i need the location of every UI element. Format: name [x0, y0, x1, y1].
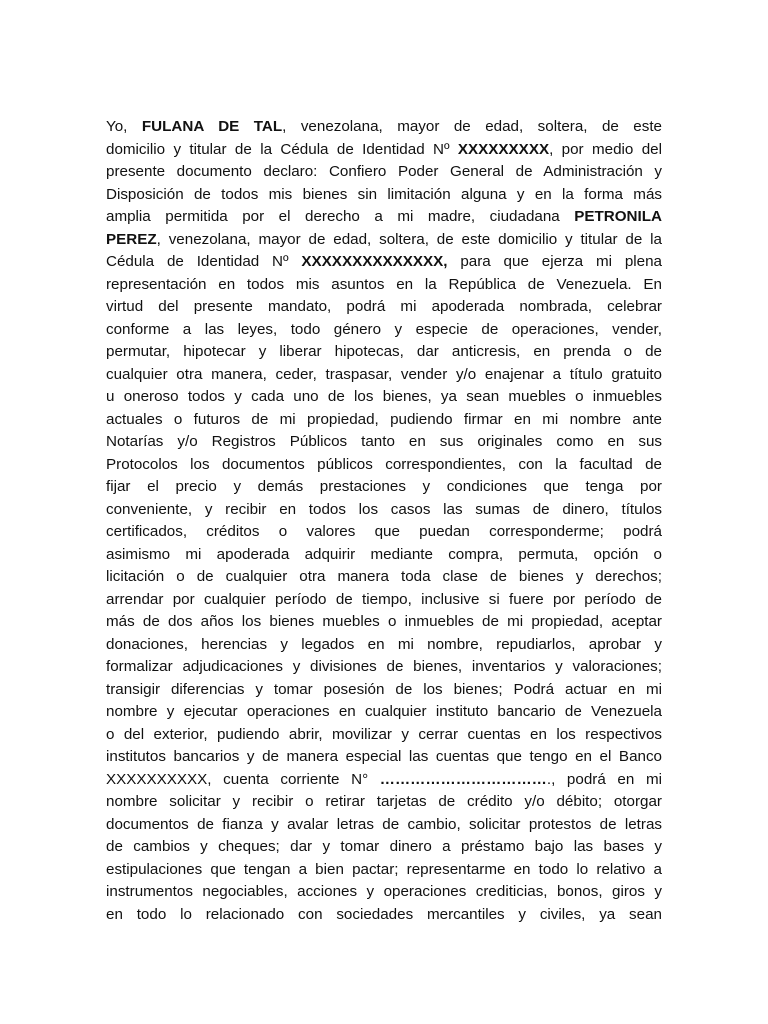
- text-segment: , venezolana, mayor de edad, soltera, de este domicilio y titular de la: [156, 230, 662, 248]
- text-segment: Notarías y/o Registros Públicos tanto en sus originales como en sus: [106, 433, 662, 450]
- text-segment: presente documento declaro: Confiero Poder General de Administración y: [106, 163, 662, 180]
- document-line: [106, 499, 662, 522]
- text-segment: permutar, hipotecar y liberar hipotecas, dar anticresis, en prenda o de: [106, 343, 662, 360]
- text-segment: arrendar por cualquier período de tiempo, inclusive si fuere por período de: [106, 590, 662, 608]
- document-line: [106, 409, 662, 432]
- bold-text-segment: PETRONILA: [574, 208, 662, 225]
- document-line: [106, 701, 662, 724]
- text-segment: Yo,: [106, 118, 142, 135]
- document-line: [106, 139, 662, 162]
- document-line: [106, 589, 662, 612]
- document-line: [106, 634, 662, 657]
- text-segment: nombre y ejecutar operaciones en cualquier instituto bancario de Venezuela: [106, 703, 662, 720]
- text-segment: donaciones, herencias y legados en mi nombre, repudiarlos, aprobar y: [106, 635, 662, 653]
- text-segment: transigir diferencias y tomar posesión de los bienes; Podrá actuar en mi: [106, 680, 662, 698]
- text-segment: asimismo mi apoderada adquirir mediante compra, permuta, opción o: [106, 545, 662, 563]
- text-segment: de cambios y cheques; dar y tomar dinero a préstamo bajo las bases y: [106, 838, 662, 855]
- document-line: [106, 184, 662, 207]
- document-line: [106, 116, 662, 139]
- document-line: [106, 274, 662, 297]
- text-segment: virtud del presente mandato, podrá mi apoderada nombrada, celebrar: [106, 298, 662, 315]
- document-line: [106, 454, 662, 477]
- text-segment: fijar el precio y demás prestaciones y condiciones que tenga por: [106, 478, 662, 495]
- document-line: [106, 859, 662, 882]
- document-line: [106, 364, 662, 387]
- document-line: [106, 476, 662, 499]
- document-body: [106, 116, 662, 926]
- text-segment: amplia permitida por el derecho a mi madre, ciudadana: [106, 208, 575, 225]
- document-line: [106, 814, 662, 837]
- text-segment: formalizar adjudicaciones y divisiones de bienes, inventarios y valoraciones;: [106, 658, 662, 675]
- text-segment: cualquier otra manera, ceder, traspasar, vender y/o enajenar a título gratuito: [106, 365, 662, 383]
- text-segment: Disposición de todos mis bienes sin limitación alguna y en la forma más: [106, 185, 662, 203]
- text-segment: Protocolos los documentos públicos correspondientes, con la facultad de: [106, 455, 662, 473]
- bold-text-segment: PEREZ: [106, 230, 157, 248]
- bold-text-segment: ……………………………: [379, 770, 547, 788]
- text-segment: nombre solicitar y recibir o retirar tarjetas de crédito y/o débito; otorgar: [106, 793, 662, 810]
- text-segment: , venezolana, mayor de edad, soltera, de este: [282, 118, 663, 135]
- document-line: [106, 319, 662, 342]
- document-line: [106, 746, 662, 769]
- text-segment: documentos de fianza y avalar letras de cambio, solicitar protestos de letras: [106, 815, 662, 833]
- text-segment: instrumentos negociables, acciones y operaciones crediticias, bonos, giros y: [106, 883, 662, 900]
- document-line: [106, 251, 662, 274]
- text-segment: u oneroso todos y cada uno de los bienes, ya sean muebles o inmuebles: [106, 388, 662, 405]
- text-segment: estipulaciones que tengan a bien pactar; representarme en todo lo relativo a: [106, 860, 662, 878]
- text-segment: Cédula de Identidad Nº: [106, 253, 302, 270]
- document-line: [106, 611, 662, 634]
- text-segment: conveniente, y recibir en todos los casos las sumas de dinero, títulos: [106, 500, 662, 518]
- text-segment: licitación o de cualquier otra manera toda clase de bienes y derechos;: [106, 568, 662, 585]
- text-segment: actuales o futuros de mi propiedad, pudiendo firmar en mi nombre ante: [106, 410, 662, 428]
- document-line: [106, 341, 662, 364]
- text-segment: conforme a las leyes, todo género y especie de operaciones, vender,: [106, 320, 662, 338]
- text-segment: representación en todos mis asuntos en la República de Venezuela. En: [106, 275, 662, 293]
- document-line: [106, 904, 662, 927]
- document-line: [106, 296, 662, 319]
- text-segment: institutos bancarios y de manera especial las cuentas que tengo en el Banco: [106, 748, 662, 765]
- document-line: [106, 881, 662, 904]
- bold-text-segment: XXXXXXXXX: [457, 140, 550, 158]
- document-line: [106, 724, 662, 747]
- document-line: [106, 161, 662, 184]
- text-segment: más de dos años los bienes muebles o inmuebles de mi propiedad, aceptar: [106, 613, 662, 630]
- text-segment: en todo lo relacionado con sociedades mercantiles y civiles, ya sean: [106, 905, 662, 923]
- document-line: [106, 431, 662, 454]
- bold-text-segment: FULANA DE TAL: [141, 118, 283, 135]
- document-line: [106, 386, 662, 409]
- bold-text-segment: XXXXXXXXXXXXXX,: [301, 253, 448, 270]
- text-segment: domicilio y titular de la Cédula de Identidad Nº: [106, 140, 458, 158]
- document-line: [106, 791, 662, 814]
- text-segment: XXXXXXXXXX, cuenta corriente N°: [106, 770, 380, 788]
- text-segment: , por medio del: [549, 140, 662, 158]
- document-line: [106, 206, 662, 229]
- text-segment: certificados, créditos o valores que puedan corresponderme; podrá: [106, 523, 662, 540]
- document-line: [106, 656, 662, 679]
- document-line: [106, 521, 662, 544]
- text-segment: o del exterior, pudiendo abrir, movilizar y cerrar cuentas en los respectivos: [106, 725, 662, 743]
- document-line: [106, 679, 662, 702]
- document-line: [106, 836, 662, 859]
- document-line: [106, 566, 662, 589]
- document-line: [106, 769, 662, 792]
- text-segment: para que ejerza mi plena: [447, 253, 662, 270]
- document-line: [106, 229, 662, 252]
- document-line: [106, 544, 662, 567]
- text-segment: ., podrá en mi: [546, 770, 662, 788]
